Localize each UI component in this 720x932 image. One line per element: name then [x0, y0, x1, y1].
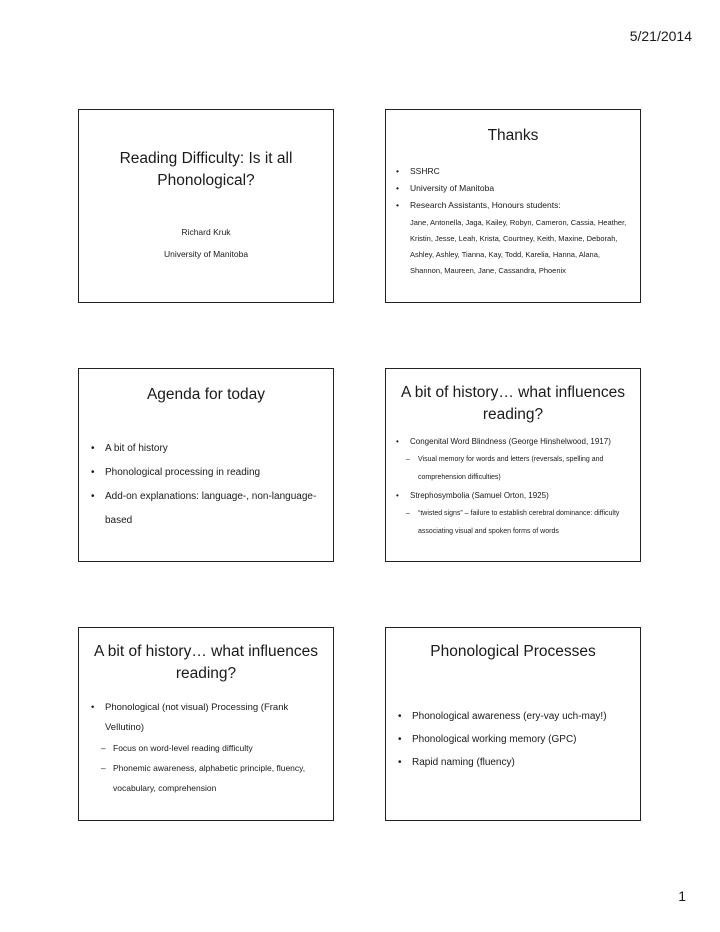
slide-title: Reading Difficulty: Is it all Phonological? — [119, 150, 293, 190]
bullet-item: • Congenital Word Blindness (George Hinshelwood, 1917) — [396, 433, 632, 451]
slide-3-agenda — [78, 368, 334, 562]
acknowledged-names: Jane, Antonella, Jaga, Kailey, Robyn, Cameron, Cassia, Heather, Kristin, Jesse, Leah, Krista, Courtney, Keith, Maxine, Deborah, Ashley, Ashley, Tianna, Kay, Todd, Karelia, Hanna, Alana, Shannon, Maureen, Jane, Cassandra, Phoenix — [410, 218, 627, 275]
sub-bullet-item: – “twisted signs” – failure to establish cerebral dominance: difficulty associating visual and spoken forms of words — [396, 505, 632, 541]
sub-bullet-item: – Focus on word-level reading difficulty — [91, 738, 325, 758]
slide-2-thanks — [385, 109, 641, 303]
bullet-item: • Add-on explanations: language-, non-language-based — [91, 485, 325, 533]
bullet-list — [91, 437, 325, 533]
author-name: Richard Kruk — [181, 227, 231, 237]
bullet-item: • Rapid naming (fluency) — [398, 751, 632, 774]
bullet-item: • University of Manitoba — [396, 183, 634, 193]
slide-title: Agenda for today — [146, 386, 266, 403]
slide-1-title — [78, 109, 334, 303]
slide-title: Thanks — [487, 127, 539, 144]
slide-title: A bit of history… what influences reading? — [400, 384, 625, 424]
bullet-item: • Phonological processing in reading — [91, 461, 325, 485]
slide-6-phonological-processes — [385, 627, 641, 821]
bullet-list — [398, 705, 632, 774]
bullet-list — [396, 166, 634, 279]
sub-bullet-item: – Visual memory for words and letters (reversals, spelling and comprehension difficulties) — [396, 451, 632, 487]
handout-date: 5/21/2014 — [629, 28, 692, 44]
author-affiliation: University of Manitoba — [163, 249, 249, 259]
slide-4-history — [385, 368, 641, 562]
bullet-item: • Research Assistants, Honours students: — [396, 200, 634, 210]
bullet-item: • A bit of history — [91, 437, 325, 461]
bullet-list — [91, 698, 325, 798]
bullet-item: • Phonological awareness (ery-vay uch-may!) — [398, 705, 632, 728]
bullet-list — [396, 433, 632, 541]
bullet-item: • Phonological working memory (GPC) — [398, 728, 632, 751]
slide-title: Phonological Processes — [430, 643, 596, 660]
bullet-item: • SSHRC — [396, 166, 634, 176]
sub-bullet-item: – Phonemic awareness, alphabetic principle, fluency, vocabulary, comprehension — [91, 758, 325, 798]
slide-5-history — [78, 627, 334, 821]
bullet-item: • Strephosymbolia (Samuel Orton, 1925) — [396, 487, 632, 505]
slide-title: A bit of history… what influences reading? — [93, 643, 318, 683]
bullet-item: • Phonological (not visual) Processing (Frank Vellutino) — [91, 698, 325, 738]
page-number: 1 — [678, 888, 686, 904]
